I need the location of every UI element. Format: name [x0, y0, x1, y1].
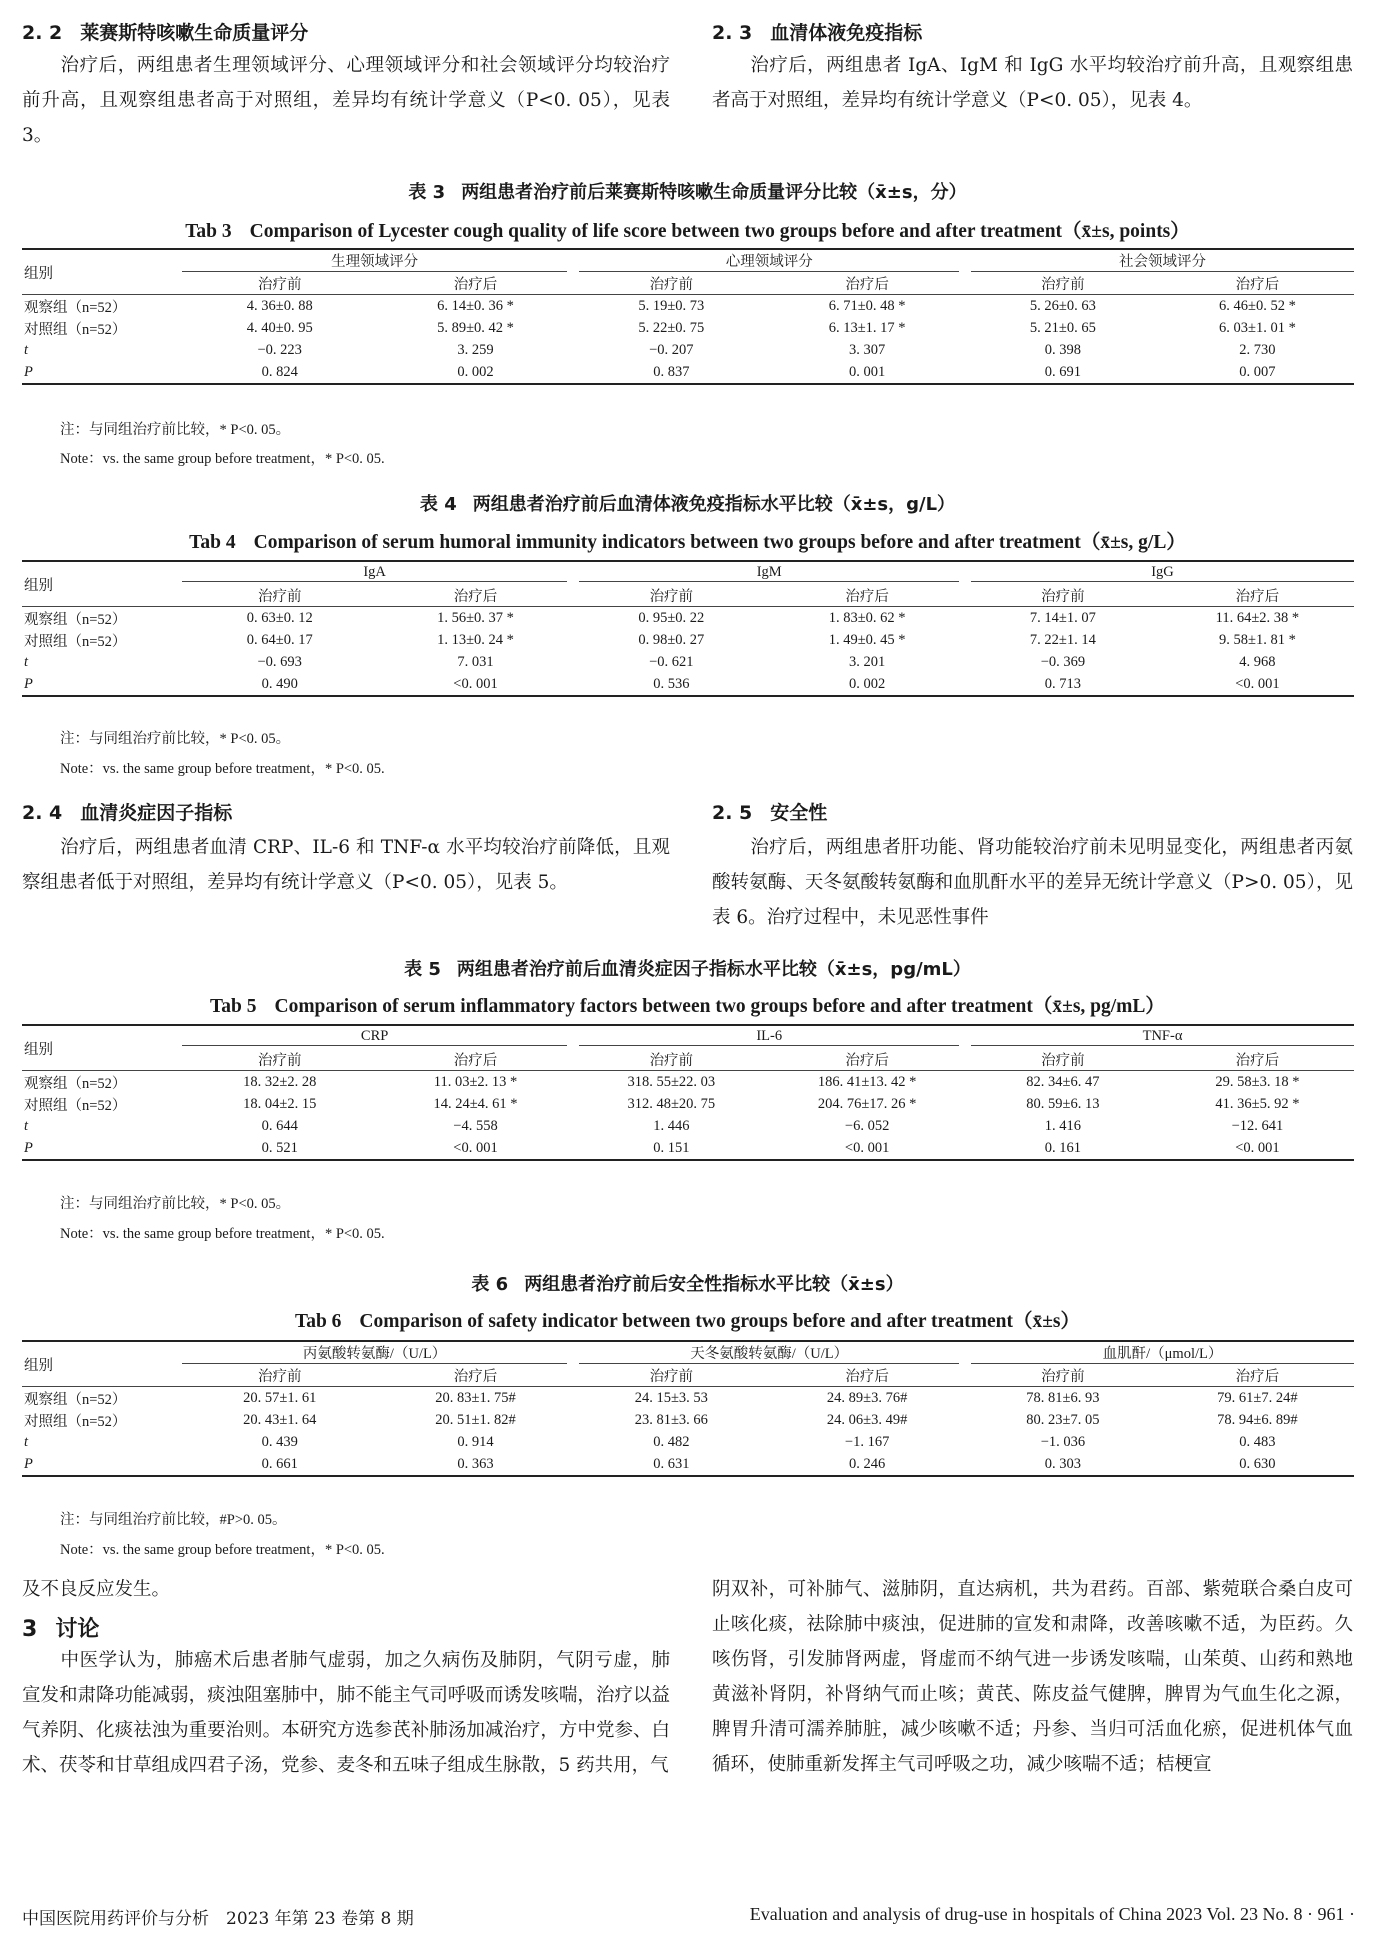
table-row — [22, 1093, 1354, 1115]
table-6-note-zh: 注：与同组治疗前比较，#P>0. 05。 — [60, 1512, 287, 1528]
table-3-note-zh: 注：与同组治疗前比较，* P<0. 05。 — [60, 422, 291, 438]
table-5-note-zh: 注：与同组治疗前比较，* P<0. 05。 — [60, 1196, 291, 1212]
col-header-sub: 治疗前 — [182, 272, 378, 295]
table-cell: 7. 22±1. 14 — [1029, 631, 1096, 648]
col-header-group: 组别 — [22, 561, 182, 607]
col-header-sub: 治疗前 — [573, 1364, 769, 1387]
table-cell: 1. 49±0. 45 * — [828, 631, 906, 648]
table-cell: 0. 98±0. 27 — [638, 631, 705, 648]
col-header-sub: 治疗前 — [573, 272, 769, 295]
table-row — [22, 361, 1354, 384]
table-row — [22, 1071, 1354, 1094]
row-label: P — [22, 361, 182, 384]
table-cell: 1. 83±0. 62 * — [828, 609, 906, 626]
table-cell: 0. 490 — [182, 673, 378, 696]
table-5-caption-en: Tab 5 Comparison of serum inflammatory factors between two groups before and after treatment（x̄±s, pg/mL） — [210, 996, 1165, 1017]
table-cell: 0. 713 — [965, 673, 1161, 696]
table-cell: −1. 036 — [1040, 1433, 1086, 1450]
table-4-caption-zh: 表 4 两组患者治疗前后血清体液免疫指标水平比较（x̄±s，g/L） — [419, 494, 956, 515]
table-cell: 5. 21±0. 65 — [1029, 319, 1096, 336]
table-row — [22, 629, 1354, 651]
table-cell: 5. 26±0. 63 — [1029, 297, 1096, 314]
section-2-2-body: 治疗后，两组患者生理领域评分、心理领域评分和社会领域评分均较治疗前升高，且观察组患者高于对照组，差异均有统计学意义（P<0. 05），见表 3。 — [22, 55, 670, 146]
table-cell: 0. 439 — [261, 1433, 298, 1450]
table-cell: 5. 22±0. 75 — [638, 319, 705, 336]
table-cell: 18. 32±2. 28 — [243, 1073, 317, 1090]
table-4-caption-en: Tab 4 Comparison of serum humoral immunity indicators between two groups before and after treatment（x̄±s, g/L） — [189, 532, 1186, 553]
section-2-5-heading: 2. 5 安全性 — [712, 802, 828, 824]
section-2-2-heading: 2. 2 莱赛斯特咳嗽生命质量评分 — [22, 22, 309, 44]
table-cell: 0. 691 — [965, 361, 1161, 384]
table-cell: 4. 36±0. 88 — [246, 297, 313, 314]
col-header-group: 组别 — [22, 1341, 182, 1387]
section-3-body: 中医学认为，肺癌术后患者肺气虚弱，加之久病伤及肺阴，气阴亏虚，肺宣发和肃降功能减弱，痰浊阻塞肺中，肺不能主气司呼吸而诱发咳喘，治疗以益气养阴、化痰祛浊为重要治则。本研究方选参芪补肺汤加减治疗，方中党参、白术、茯苓和甘草组成四君子汤，党参、麦冬和五味子组成生脉散，5 药共用，气 — [22, 1650, 670, 1776]
table-cell: 24. 15±3. 53 — [634, 1389, 708, 1406]
section-2-4-body: 治疗后，两组患者血清 CRP、IL-6 和 TNF-α 水平均较治疗前降低，且观察组患者低于对照组，差异均有统计学意义（P<0. 05），见表 5。 — [22, 837, 670, 893]
table-row — [22, 1431, 1354, 1453]
table-cell: 0. 64±0. 17 — [246, 631, 313, 648]
table-cell: −12. 641 — [1231, 1117, 1284, 1134]
section-2-5-body: 治疗后，两组患者肝功能、肾功能较治疗前未见明显变化，两组患者丙氨酸转氨酶、天冬氨酸转氨酶和血肌酐水平的差异无统计学意义（P>0. 05），见表 6。治疗过程中，未见恶性事件 — [712, 837, 1353, 928]
row-label: 观察组（n=52） — [24, 299, 127, 316]
row-label: P — [22, 673, 182, 696]
table-row — [22, 607, 1354, 630]
table-cell: <0. 001 — [769, 1137, 965, 1160]
table-cell: 0. 246 — [769, 1453, 965, 1476]
section-2-4-heading: 2. 4 血清炎症因子指标 — [22, 802, 233, 824]
table-cell: 0. 151 — [573, 1137, 769, 1160]
table-cell: 1. 416 — [1044, 1117, 1082, 1134]
table-row — [22, 1409, 1354, 1431]
table-cell: 3. 201 — [848, 653, 886, 670]
discussion-continued: 阴双补，可补肺气、滋肺阴，直达病机，共为君药。百部、紫菀联合桑白皮可止咳化痰，祛除肺中痰浊，促进肺的宣发和肃降，改善咳嗽不适，为臣药。久咳伤肾，引发肺肾两虚，肾虚而不纳气进一步诱发咳喘，山茱萸、山药和熟地黄滋补肾阴，补肾纳气而止咳；黄芪、陈皮益气健脾，脾胃为气血生化之源，脾胃升清可濡养肺脏，减少咳嗽不适；丹参、当归可活血化瘀，促进机体气血循环，使肺重新发挥主气司呼吸之功，减少咳喘不适；桔梗宣 — [712, 1579, 1353, 1775]
col-header-sub: 治疗后 — [378, 1048, 574, 1071]
table-cell: 6. 03±1. 01 * — [1218, 319, 1296, 336]
table-cell: 0. 661 — [182, 1453, 378, 1476]
table-6 — [22, 1340, 1354, 1477]
row-label: t — [24, 1117, 29, 1134]
col-header-sub: 治疗前 — [182, 1364, 378, 1387]
table-cell: 7. 031 — [457, 653, 494, 670]
table-cell: −1. 167 — [844, 1433, 890, 1450]
table-cell: 0. 521 — [182, 1137, 378, 1160]
section-2-3-heading: 2. 3 血清体液免疫指标 — [712, 22, 923, 44]
table-5 — [22, 1024, 1354, 1161]
table-cell: 0. 824 — [182, 361, 378, 384]
table-cell: 0. 630 — [1161, 1453, 1354, 1476]
footer-journal-en: Evaluation and analysis of drug-use in hospitals of China 2023 Vol. 23 No. 8 · 961 · — [749, 1904, 1355, 1924]
table-row — [22, 651, 1354, 673]
table-3-caption-en: Tab 3 Comparison of Lycester cough quality of life score between two groups before and after treatment（x̄±s, points） — [185, 221, 1190, 242]
row-label: P — [22, 1453, 182, 1476]
row-label: 对照组（n=52） — [24, 1413, 127, 1430]
col-header-sub: 治疗后 — [1161, 272, 1354, 295]
table-cell: 0. 482 — [653, 1433, 690, 1450]
table-cell: 0. 631 — [573, 1453, 769, 1476]
table-cell: 186. 41±13. 42 * — [817, 1073, 917, 1090]
table-4 — [22, 560, 1354, 697]
col-header-sub: 治疗前 — [965, 1048, 1161, 1071]
table-cell: 20. 83±1. 75# — [435, 1389, 516, 1406]
table-cell: 1. 56±0. 37 * — [437, 609, 514, 626]
col-header-span: CRP — [182, 1028, 568, 1046]
table-cell: 0. 644 — [261, 1117, 298, 1134]
table-cell: 80. 23±7. 05 — [1026, 1411, 1100, 1428]
col-header-group: 组别 — [22, 249, 182, 295]
table-cell: 7. 14±1. 07 — [1029, 609, 1096, 626]
table-cell: 4. 968 — [1239, 653, 1276, 670]
table-cell: −0. 693 — [257, 653, 302, 670]
table-row — [22, 1453, 1354, 1476]
col-header-sub: 治疗后 — [769, 1364, 965, 1387]
table-5-note-en: Note：vs. the same group before treatment，* P<0. 05. — [60, 1226, 385, 1242]
table-cell: 29. 58±3. 18 * — [1215, 1073, 1300, 1090]
table-cell: 14. 24±4. 61 * — [433, 1095, 518, 1112]
col-header-span: IgA — [182, 564, 568, 582]
table-3 — [22, 248, 1354, 385]
table-cell: 0. 007 — [1161, 361, 1354, 384]
table-cell: 5. 89±0. 42 * — [437, 319, 514, 336]
section-3-heading: 3 讨论 — [22, 1617, 100, 1642]
row-label: 观察组（n=52） — [24, 611, 127, 628]
row-label: 对照组（n=52） — [24, 321, 127, 338]
col-header-sub: 治疗后 — [1161, 1048, 1354, 1071]
table-cell: <0. 001 — [1161, 1137, 1354, 1160]
col-header-sub: 治疗前 — [965, 584, 1161, 607]
table-cell: 24. 06±3. 49# — [826, 1411, 908, 1428]
col-header-span: IgG — [971, 564, 1354, 582]
table-cell: 6. 14±0. 36 * — [437, 297, 514, 314]
table-cell: 312. 48±20. 75 — [627, 1095, 716, 1112]
col-header-span: 丙氨酸转氨酶/（U/L） — [182, 1342, 568, 1364]
table-row — [22, 1137, 1354, 1160]
table-6-caption-en: Tab 6 Comparison of safety indicator between two groups before and after treatment（x̄±s） — [294, 1311, 1080, 1332]
table-cell: 0. 002 — [769, 673, 965, 696]
col-header-span: 血肌酐/（μmol/L） — [971, 1342, 1354, 1364]
col-header-span: TNF-α — [971, 1028, 1354, 1046]
table-cell: 0. 63±0. 12 — [246, 609, 313, 626]
table-cell: 3. 307 — [848, 341, 886, 358]
table-cell: 79. 61±7. 24# — [1217, 1389, 1298, 1406]
col-header-span: 社会领域评分 — [971, 250, 1354, 272]
table-cell: 2. 730 — [1239, 341, 1276, 358]
table-cell: 0. 001 — [769, 361, 965, 384]
table-cell: 6. 46±0. 52 * — [1218, 297, 1296, 314]
table-cell: 0. 95±0. 22 — [638, 609, 705, 626]
carryover-text: 及不良反应发生。 — [22, 1579, 171, 1600]
table-row — [22, 317, 1354, 339]
col-header-sub: 治疗前 — [182, 1048, 378, 1071]
table-cell: 11. 64±2. 38 * — [1215, 609, 1300, 626]
table-cell: −0. 369 — [1040, 653, 1086, 670]
table-cell: 18. 04±2. 15 — [243, 1095, 317, 1112]
col-header-sub: 治疗前 — [573, 584, 769, 607]
row-label: P — [22, 1137, 182, 1160]
table-row — [22, 1115, 1354, 1137]
table-cell: 78. 94±6. 89# — [1217, 1411, 1298, 1428]
row-label: t — [24, 341, 29, 358]
col-header-sub: 治疗前 — [965, 272, 1161, 295]
table-cell: −0. 207 — [649, 341, 694, 358]
col-header-span: IL-6 — [579, 1028, 959, 1046]
table-cell: 3. 259 — [457, 341, 494, 358]
table-cell: −0. 223 — [257, 341, 302, 358]
table-row — [22, 1387, 1354, 1410]
col-header-group: 组别 — [22, 1025, 182, 1071]
row-label: 观察组（n=52） — [24, 1391, 127, 1408]
table-cell: 6. 13±1. 17 * — [828, 319, 906, 336]
table-cell: 0. 837 — [573, 361, 769, 384]
row-label: 对照组（n=52） — [24, 1097, 127, 1114]
col-header-sub: 治疗后 — [1161, 1364, 1354, 1387]
table-cell: 1. 446 — [653, 1117, 690, 1134]
table-cell: <0. 001 — [378, 1137, 574, 1160]
table-4-note-en: Note：vs. the same group before treatment，* P<0. 05. — [60, 761, 385, 777]
col-header-sub: 治疗后 — [769, 584, 965, 607]
footer-journal-zh: 中国医院用药评价与分析 2023 年第 23 卷第 8 期 — [22, 1909, 414, 1929]
table-4-note-zh: 注：与同组治疗前比较，* P<0. 05。 — [60, 731, 291, 747]
table-cell: 20. 57±1. 61 — [243, 1389, 317, 1406]
table-cell: 24. 89±3. 76# — [826, 1389, 908, 1406]
col-header-sub: 治疗后 — [1161, 584, 1354, 607]
table-cell: 20. 43±1. 64 — [243, 1411, 317, 1428]
table-row — [22, 339, 1354, 361]
table-cell: 0. 303 — [965, 1453, 1161, 1476]
section-2-3-body: 治疗后，两组患者 IgA、IgM 和 IgG 水平均较治疗前升高，且观察组患者高于对照组，差异均有统计学意义（P<0. 05），见表 4。 — [712, 55, 1353, 111]
table-cell: −6. 052 — [844, 1117, 890, 1134]
table-cell: 204. 76±17. 26 * — [817, 1095, 917, 1112]
col-header-span: 天冬氨酸转氨酶/（U/L） — [579, 1342, 959, 1364]
table-cell: 318. 55±22. 03 — [627, 1073, 716, 1090]
col-header-sub: 治疗后 — [378, 272, 574, 295]
table-cell: 9. 58±1. 81 * — [1218, 631, 1296, 648]
col-header-sub: 治疗后 — [769, 1048, 965, 1071]
table-cell: 41. 36±5. 92 * — [1215, 1095, 1300, 1112]
col-header-sub: 治疗后 — [378, 1364, 574, 1387]
col-header-sub: 治疗前 — [182, 584, 378, 607]
row-label: 对照组（n=52） — [24, 633, 127, 650]
table-cell: <0. 001 — [1161, 673, 1354, 696]
table-6-note-en: Note：vs. the same group before treatment，* P<0. 05. — [60, 1542, 385, 1558]
table-cell: 0. 002 — [378, 361, 574, 384]
table-cell: 20. 51±1. 82# — [435, 1411, 516, 1428]
table-cell: 23. 81±3. 66 — [634, 1411, 708, 1428]
table-cell: 0. 483 — [1239, 1433, 1276, 1450]
table-cell: 5. 19±0. 73 — [638, 297, 705, 314]
table-5-caption-zh: 表 5 两组患者治疗前后血清炎症因子指标水平比较（x̄±s，pg/mL） — [404, 959, 971, 980]
table-cell: 82. 34±6. 47 — [1026, 1073, 1100, 1090]
col-header-sub: 治疗后 — [769, 272, 965, 295]
col-header-sub: 治疗后 — [378, 584, 574, 607]
table-cell: 80. 59±6. 13 — [1026, 1095, 1100, 1112]
table-6-caption-zh: 表 6 两组患者治疗前后安全性指标水平比较（x̄±s） — [471, 1274, 904, 1295]
table-cell: 0. 398 — [1044, 341, 1082, 358]
table-cell: −4. 558 — [453, 1117, 498, 1134]
table-cell: 0. 914 — [457, 1433, 494, 1450]
table-cell: 0. 363 — [378, 1453, 574, 1476]
table-cell: 78. 81±6. 93 — [1026, 1389, 1100, 1406]
col-header-span: 生理领域评分 — [182, 250, 568, 272]
col-header-span: 心理领域评分 — [579, 250, 959, 272]
table-cell: 0. 161 — [965, 1137, 1161, 1160]
table-cell: 6. 71±0. 48 * — [828, 297, 906, 314]
table-cell: 1. 13±0. 24 * — [437, 631, 514, 648]
col-header-sub: 治疗前 — [965, 1364, 1161, 1387]
col-header-span: IgM — [579, 564, 959, 582]
table-row — [22, 673, 1354, 696]
col-header-sub: 治疗前 — [573, 1048, 769, 1071]
row-label: 观察组（n=52） — [24, 1075, 127, 1092]
table-cell: 0. 536 — [573, 673, 769, 696]
table-3-note-en: Note：vs. the same group before treatment，* P<0. 05. — [60, 451, 385, 467]
table-cell: −0. 621 — [649, 653, 694, 670]
table-cell: 4. 40±0. 95 — [246, 319, 313, 336]
table-cell: <0. 001 — [378, 673, 574, 696]
table-cell: 11. 03±2. 13 * — [433, 1073, 518, 1090]
table-3-caption-zh: 表 3 两组患者治疗前后莱赛斯特咳嗽生命质量评分比较（x̄±s，分） — [408, 182, 967, 203]
row-label: t — [24, 1433, 29, 1450]
table-row — [22, 295, 1354, 318]
row-label: t — [24, 653, 29, 670]
